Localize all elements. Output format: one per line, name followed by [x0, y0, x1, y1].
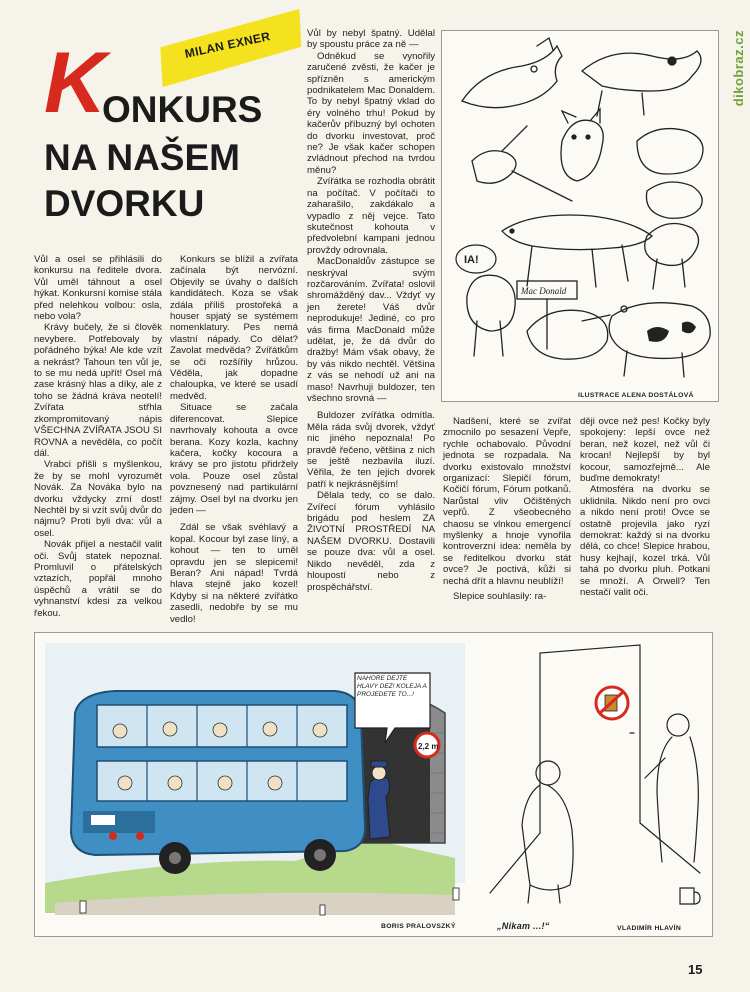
article-column-5 [580, 416, 710, 599]
headline-line1: ONKURS [102, 89, 263, 130]
paragraph: ději ovce než pes! Kočky byly spokojeny: lepší ovce než beran, než kozel, než vůl či krocan! Nejlepší by byl kocour, samozřejmě... Ale buďme demokraty! [580, 416, 710, 485]
paragraph: Slepice souhlasily: ra- [453, 591, 547, 603]
article-column-2 [170, 254, 298, 625]
illustration-bubble-text: IA! [464, 254, 479, 266]
paragraph: Zvířátka se rozhodla obrátit na počítač. V počítači to zaharašilo, zakdákalo a vypadlo z něj vejce. Tato skutečnost kohouta v předvolební kampani jednou provždy odrovnala. [307, 176, 435, 256]
paragraph: Vrabci přišli s myšlenkou, že by se mohl vyrozumět Novák. Za Nováka bylo na dvorku vždycky zrní dost! Nechtěl by si vzít svůj dvůr do nájmu? Proti byli dva: vůl a osel. [34, 459, 162, 539]
farm-animals-illustration [441, 30, 719, 402]
cartoons-frame [34, 632, 713, 937]
headline-line2: NA NAŠEM [44, 137, 240, 178]
article-column-4 [443, 416, 571, 603]
article-column-1 [34, 254, 162, 619]
paragraph: Novák přijel a nestačil valit oči. Svůj statek nepoznal. Promluvil o přátelských vztazích, popřál mnoho úspěchů a vrátil se do vyhnanství kdesi za velkou řekou. [34, 539, 162, 619]
bus-cartoon-credit: BORIS PRALOVSZKÝ [381, 923, 456, 930]
paragraph: Konkurs se blížil a zvířata začínala být nervózní. Objevily se úvahy o dalších kandidátech. Koza se však zdála příliš prostořeká a houser spjatý se systémem nomenklatury. Pes nemá vlastní nápady. Co dělat? Zavolat medvěda? Zvířátkům se oči rozšířily hrůzou. Věděla, jak dopadne chaloupka, ve které se usadí medvěd. [170, 254, 298, 402]
paragraph: Vůl a osel se přihlásili do konkursu na ředitele dvora. Vůl uměl táhnout a osel hýkat. Konkursní komise stála před nelehkou volbou: osla, nebo vola? [34, 254, 162, 323]
page-number: 15 [688, 962, 703, 977]
illustration-sign-text: Mac Donald [521, 286, 567, 296]
paragraph: Krávy bučely, že si člověk nevybere. Potřebovaly by pořádného býka! Ale kde vzít a nekrást? Tahoun ten vůl je, to se mu nedá upřít! Osel má zase krásný hlas a díky, ale z toho se žádná kráva neotelí! Zvířata střhla zkompromitovaný nápis VŠECHNA ZVÍŘATA JSOU SI ROVNA a nevěděla, co počít dál. [34, 322, 162, 459]
door-cartoon [480, 633, 710, 933]
paragraph: Vůl by nebyl špatný. Udělal by spoustu práce za ně — [307, 28, 435, 51]
paragraph: Situace se začala diferencovat. Slepice navrhovaly kohouta a ovce berana. Kozy kozla, kachny kačera, kočky kocoura a krávy se pro jistotu přidržely vola. Pouze osel zůstal povznesený nad partikulární zájmy. Osel byl na dvorku jen jeden — [170, 402, 298, 516]
author-name: MILAN EXNER [183, 29, 272, 61]
watermark: dikobraz.cz [731, 30, 746, 107]
animals-drawing [442, 31, 718, 401]
headline-line3: DVORKU [44, 183, 205, 224]
bus-speech-text: NAHOŘE DEJTE HLAVY DEZ! KOLEJA A PROJEDETE TO...! [357, 675, 427, 698]
illustration-credit: ILUSTRACE ALENA DOSTÁLOVÁ [578, 392, 694, 399]
paragraph: Odněkud se vynořily zaručené zvěsti, že kačer je spřízněn s americkým podnikatelem Mac Donaldem. To by nebyl špatný vklad do éry volného trhu! Pokud by kačerův příbuzný byl ochoten do dvorku investovat, proč ne? Je však kačer schopen zvládnout přechod na tvrdou měnu? [307, 50, 435, 176]
paragraph: Zdál se však svéhlavý a kopal. Kocour byl zase líný, a kohout — ten to uměl opravdu jen se slepicemi! Beran? Ani nápad! Tvrdá hlava stejně jako kozel! Kdyby si na některé zvířátko zasedli, nedobře by se mu vedlo! [170, 522, 298, 625]
height-sign-text: 2,2 m [418, 742, 439, 751]
bus-cartoon [35, 633, 475, 933]
paragraph: Buldozer zvířátka odmítla. Měla ráda svůj dvorek, vždyť nic jiného nepoznala! Po pravdě řečeno, většina z nich se ještě nezbavila iluzí. Věřila, že ten jejich dvorek patří k nejkrásnějším! [307, 410, 435, 490]
paragraph: Dělala tedy, co se dalo. Zvířecí fórum vyhlásilo brigádu pod heslem ZA ŽIVOTNÍ PROSTŘEDÍ NA NAŠEM DVORKU. Dostavili se pouze dva: vůl a osel. Nikdo nevěděl, zda z hloupostí nebo z prospěchářství. [307, 490, 435, 593]
door-cartoon-title: „Nikam ...!“ [497, 921, 550, 931]
headline-initial: K [44, 35, 107, 131]
paragraph: Nadšení, které se zvířat zmocnilo po sesazení Vepře, rychle ochabovalo. Původní jednota se rozpadala. Na dvorku existovalo množství organizací: Slepičí fórum, Kočičí fórum, Fórum potkanů. Narůstal vliv Očištěných vepřů. Z všeobecného chaosu se vlnkou emergencí myšlenky a hnoje vynořila kontroverzní idea: neměla by se ředitelkou dvorku stát ovce? Je poctivá, kůži si nechá dřít a hlavnu neublíží! [443, 416, 571, 587]
door-cartoon-credit: VLADIMÍR HLAVÍN [617, 925, 682, 932]
article-column-3 [307, 28, 435, 593]
paragraph: Atmosféra na dvorku se uklidnila. Nikdo není pro ovci a nikdo není proti! Ovce se ostatně projevila jako ryzí demokrat: každý si na dvorku dělá, co chce! Slepice hrabou, husy kejhají, kozel trká. Vůl tahá po dvorku pluh. Potkani se množí. A Orwell? Ten nestačí valit oči. [580, 484, 710, 599]
paragraph: MacDonaldův zástupce se neskrýval svým rozčarováním. Zvířata! oslovil shromážděný dav... Vždyť vy jen žerete! Váš dvůr neprodukuje! Jediné, co pro vás firma MacDonald může udělat, je, že dá dvůr do dražby! Mám však obavy, že by vás nikdo nechtěl. Většina z vás se nehodí už ani na maso! Navrhuji buldozer, ten všechno srovná — [307, 256, 435, 404]
